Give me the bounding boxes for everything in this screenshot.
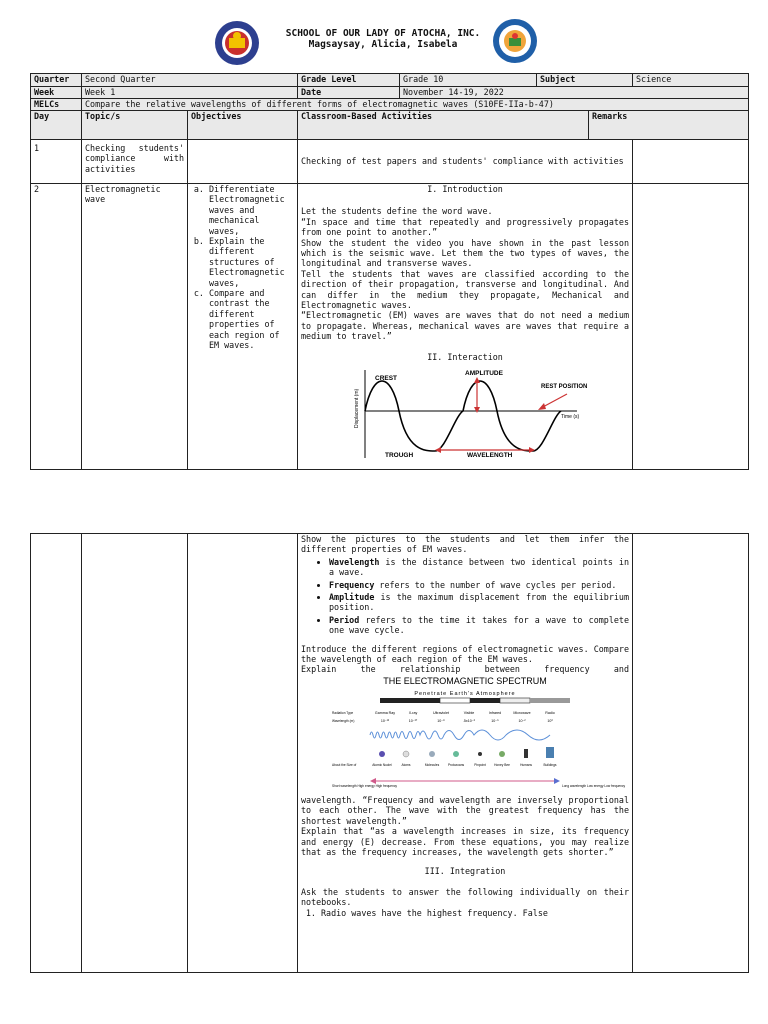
- intro-paragraph: Show the student the video you have shown in the past lesson which is the seismic wave. Let them the two types of waves, the longitudinal and transverse waves.: [301, 237, 630, 269]
- spectrum-wave-line: [370, 730, 550, 740]
- continued-day: [31, 534, 82, 973]
- col-activities: Classroom-Based Activities: [298, 111, 589, 140]
- quarter-row: [31, 74, 749, 87]
- wave-label-crest: CREST: [375, 375, 398, 383]
- quarter-value: Second Quarter: [82, 74, 298, 87]
- day-1-activity: [298, 140, 633, 184]
- deped-seal-logo: [214, 20, 260, 66]
- continued-topic: [82, 534, 188, 973]
- spectrum-type: Radio: [545, 710, 555, 715]
- intro-paragraph: “In space and time that repeatedly and progressively propagates from one point to another.”: [301, 216, 630, 238]
- wavelength-frequency-paragraph: wavelength. “Frequency and wavelength are inversely proportional to each other. The wave with the greatest frequency has the shortest wavelength.”: [301, 794, 629, 826]
- quarter-label: Quarter: [31, 74, 82, 87]
- frequency-energy-paragraph: Explain that “as a wavelength increases in size, its frequency and energy (E) decrease. From these equations, you may realize that as the frequency increases, the wavelength gets shorter.”: [301, 826, 629, 857]
- day-1-topic: [82, 140, 188, 184]
- melcs-label: MELCs: [31, 99, 82, 111]
- property-term: Amplitude: [329, 592, 375, 603]
- subject-value: Science: [633, 74, 749, 87]
- col-day: Day: [31, 111, 82, 140]
- school-name: SCHOOL OF OUR LADY OF ATOCHA, INC.: [285, 28, 481, 39]
- wave-label-trough: TROUGH: [385, 452, 414, 460]
- day-1-objectives: [188, 140, 298, 184]
- property-item: [329, 592, 629, 613]
- property-term: Period: [329, 614, 360, 625]
- spectrum-type: Microwave: [513, 710, 531, 715]
- continued-remarks: [633, 534, 749, 973]
- school-seal-logo: [492, 18, 538, 64]
- relationship-paragraph: Explain the relationship between frequency and: [301, 664, 629, 675]
- wave-label-wavelength: WAVELENGTH: [467, 452, 513, 460]
- spectrum-subtitle: Penetrate Earth's Atmosphere: [414, 690, 516, 697]
- day-2-continued-row: [31, 534, 749, 973]
- regions-paragraph: Introduce the different regions of electromagnetic waves. Compare the wavelength of each region of the EM waves.: [301, 643, 629, 665]
- day-1-activity-text: Checking of test papers and students' compliance with activities: [301, 156, 624, 167]
- day-1-row: [31, 140, 749, 184]
- melcs-value: Compare the relative wavelengths of different forms of electromagnetic waves (S10FE-IIa-b-47): [82, 99, 749, 111]
- day-2-activities: [298, 184, 633, 470]
- spectrum-type: Infrared: [488, 710, 502, 715]
- school-address: Magsaysay, Alicia, Isabela: [308, 39, 458, 50]
- interaction-heading: II. Interaction: [427, 351, 503, 362]
- spectrum-left-note: Short wavelength High energy High frequency: [332, 783, 398, 788]
- col-objectives: Objectives: [188, 111, 298, 140]
- subject-label: Subject: [537, 74, 633, 87]
- em-spectrum-figure: [330, 675, 626, 795]
- day-1-topic-text: Checking students' compliance with activities: [85, 143, 184, 174]
- property-item: [329, 557, 629, 578]
- question-item: 1. Radio waves have the highest frequency. False: [321, 908, 629, 918]
- week-label: Week: [31, 87, 82, 99]
- continued-objectives: [188, 534, 298, 973]
- spectrum-wavelength: .5x10⁻⁶: [462, 718, 476, 723]
- column-header-row: [31, 111, 749, 140]
- spectrum-wavelength: 10⁻⁵: [491, 718, 499, 723]
- scale-item: Atoms: [401, 762, 411, 767]
- spectrum-right-note: Long wavelength Low energy Low frequency: [562, 783, 626, 788]
- integration-heading: III. Integration: [424, 866, 506, 877]
- objective-item: b. Explain the different structures of Electromagnetic waves,: [209, 236, 294, 288]
- spectrum-wavelength: 10⁻²: [518, 718, 526, 723]
- intro-paragraph: Let the students define the word wave.: [301, 206, 493, 217]
- spectrum-type: Gamma Ray: [374, 710, 396, 715]
- spectrum-types: [375, 711, 555, 715]
- spectrum-wavelength: 10⁻⁸: [437, 718, 445, 723]
- week-row: [31, 87, 749, 99]
- spectrum-type: Ultraviolet: [433, 710, 449, 715]
- property-term: Wavelength: [329, 556, 380, 567]
- scale-item: Buildings: [543, 762, 557, 767]
- integration-instructions: Ask the students to answer the following individually on their notebooks.: [301, 886, 629, 908]
- objectives-list: [191, 184, 294, 351]
- grade-level-value: Grade 10: [400, 74, 537, 87]
- objective-item: a. Differentiate Electromagnetic waves and mechanical waves,: [209, 184, 294, 236]
- scale-item: Atomic Nuclei: [372, 762, 392, 767]
- property-definition: refers to the number of wave cycles per period.: [374, 579, 617, 590]
- scale-item: Protozoans: [447, 762, 465, 767]
- spectrum-wavelengths: [381, 719, 554, 723]
- em-properties-list: [301, 557, 629, 636]
- row-label-radiation-type: Radiation Type: [332, 710, 354, 715]
- day-2-objectives: [188, 184, 298, 470]
- date-label: Date: [298, 87, 400, 99]
- school-header: [258, 28, 508, 50]
- property-definition: refers to the time it takes for a wave to complete one wave cycle.: [329, 614, 629, 636]
- spectrum-wavelength: 10⁻¹²: [380, 718, 390, 723]
- properties-intro: Show the pictures to the students and let them infer the different properties of EM waves.: [301, 534, 629, 555]
- intro-paragraph: “Electromagnetic (EM) waves are waves that do not need a medium to propagate. Whereas, mechanical waves are waves that require a medium to travel.”: [301, 310, 630, 342]
- grade-level-label: Grade Level: [298, 74, 400, 87]
- property-definition: is the maximum displacement from the equilibrium position.: [329, 592, 629, 613]
- spectrum-title: THE ELECTROMAGNETIC SPECTRUM: [383, 675, 547, 686]
- scale-item: Molecules: [424, 762, 440, 767]
- lesson-plan-table-page2: [30, 533, 749, 973]
- melcs-row: [31, 99, 749, 111]
- day-2-topic: Electromagnetic wave: [82, 184, 188, 470]
- property-item: [329, 580, 629, 590]
- wave-axis-y: Displacement (m): [354, 388, 360, 429]
- row-label-wavelength: Wavelength (m): [332, 718, 355, 723]
- lesson-plan-table-page1: [30, 73, 749, 470]
- property-item: [329, 615, 629, 636]
- scale-item: Pinpoint: [474, 762, 486, 767]
- day-1-number: 1: [31, 140, 82, 184]
- col-remarks: Remarks: [589, 111, 749, 140]
- continued-activities: [298, 534, 633, 973]
- date-value: November 14-19, 2022: [400, 87, 749, 99]
- intro-paragraph: Tell the students that waves are classified according to the direction of their propagation, transverse and longitudinal. And can differ in the medium they propagate, Mechanical and Electromagnetic waves.: [301, 268, 630, 311]
- day-2-number: 2: [31, 184, 82, 470]
- day-1-remarks: [633, 140, 749, 184]
- col-topics: Topic/s: [82, 111, 188, 140]
- property-term: Frequency: [329, 579, 375, 590]
- introduction-heading: I. Introduction: [427, 184, 503, 194]
- objective-item: c. Compare and contrast the different properties of each region of EM waves.: [209, 288, 294, 350]
- spectrum-type: Visible: [463, 710, 475, 715]
- wave-axis-x: Time (s): [561, 414, 580, 421]
- spectrum-type: X-ray: [408, 710, 418, 715]
- scale-label: About the Size of: [332, 762, 357, 767]
- day-2-row: [31, 184, 749, 470]
- property-definition: is the distance between two identical points in a wave.: [329, 556, 629, 578]
- wave-label-amplitude: AMPLITUDE: [465, 370, 503, 378]
- wave-diagram: [345, 366, 588, 460]
- week-value: Week 1: [82, 87, 298, 99]
- spectrum-wavelength: 10³: [547, 718, 553, 723]
- integration-questions: [301, 908, 629, 918]
- scale-item: Humans: [520, 762, 532, 767]
- spectrum-scale-items: [332, 763, 557, 767]
- day-2-remarks: [633, 184, 749, 470]
- wave-label-rest-position: REST POSITION: [541, 384, 588, 391]
- spectrum-wavelength: 10⁻¹⁰: [408, 718, 418, 723]
- scale-item: Honey Bee: [494, 762, 510, 767]
